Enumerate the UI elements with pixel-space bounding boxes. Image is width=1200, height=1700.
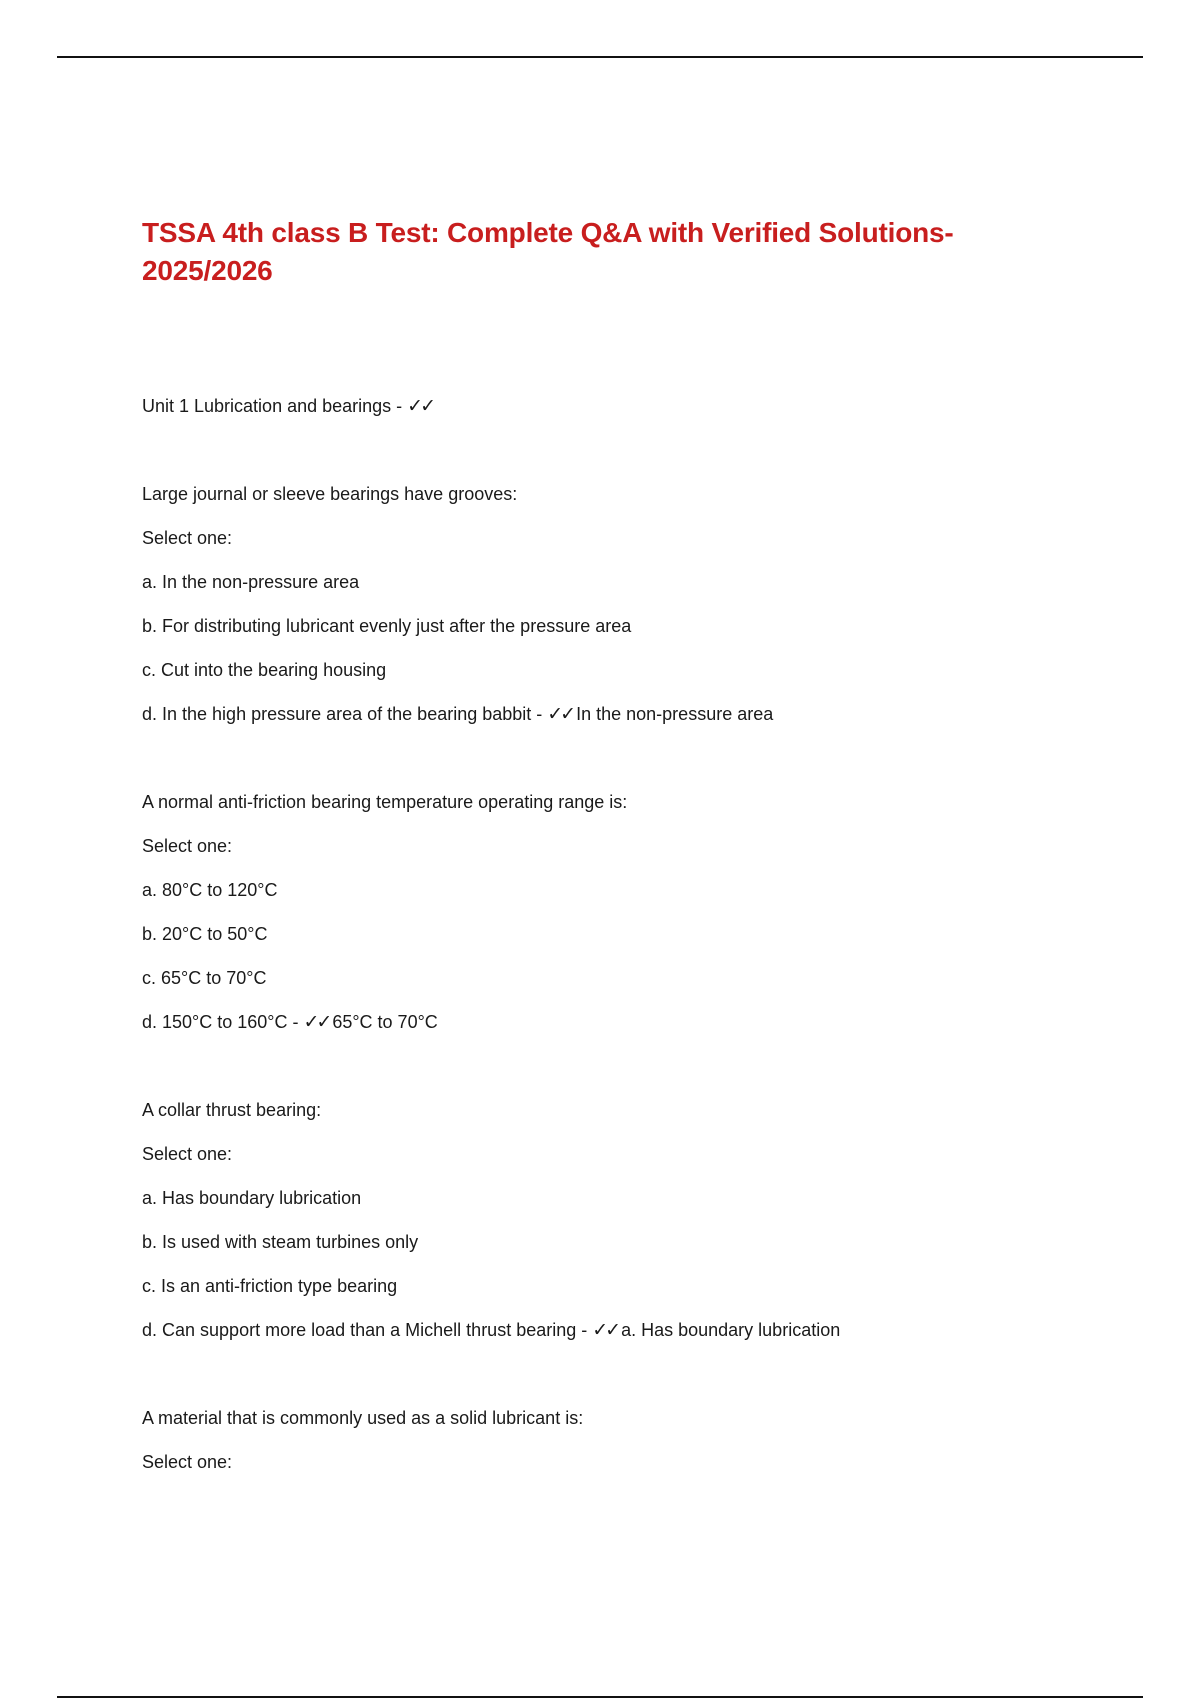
option-b: b. 20°C to 50°C <box>142 924 268 944</box>
option-c: c. Is an anti-friction type bearing <box>142 1276 398 1296</box>
document-title <box>142 214 1142 290</box>
option-d: d. In the high pressure area of the bearing babbit - <box>142 704 548 724</box>
header-rule <box>57 56 1143 58</box>
question-1 <box>142 482 1142 726</box>
checkmark-icon: ✓✓ <box>592 1319 619 1341</box>
unit-heading <box>142 394 1142 418</box>
option-c: c. Cut into the bearing housing <box>142 660 387 680</box>
select-one-prompt: Select one: <box>142 1144 233 1164</box>
answer-text: 65°C to 70°C <box>332 1012 438 1032</box>
option-b: b. Is used with steam turbines only <box>142 1232 419 1252</box>
title-line-2: 2025/2026 <box>142 255 273 286</box>
document-body <box>142 214 1142 1474</box>
select-one-prompt: Select one: <box>142 836 233 856</box>
select-one-prompt: Select one: <box>142 528 233 548</box>
question-4 <box>142 1406 1142 1474</box>
question-3 <box>142 1098 1142 1342</box>
option-d-with-answer <box>142 1010 1142 1034</box>
option-d-with-answer <box>142 702 1142 726</box>
answer-text: a. Has boundary lubrication <box>621 1320 841 1340</box>
option-b: b. For distributing lubricant evenly just after the pressure area <box>142 616 632 636</box>
option-d-with-answer <box>142 1318 1142 1342</box>
footer-rule <box>57 1696 1143 1698</box>
checkmark-icon: ✓✓ <box>407 395 434 417</box>
answer-text: In the non-pressure area <box>576 704 774 724</box>
question-2 <box>142 790 1142 1034</box>
question-stem: A normal anti-friction bearing temperature operating range is: <box>142 792 628 812</box>
question-stem: Large journal or sleeve bearings have grooves: <box>142 484 518 504</box>
question-stem: A collar thrust bearing: <box>142 1100 322 1120</box>
option-a: a. Has boundary lubrication <box>142 1188 362 1208</box>
option-a: a. In the non-pressure area <box>142 572 360 592</box>
option-d: d. 150°C to 160°C - <box>142 1012 304 1032</box>
option-d: d. Can support more load than a Michell thrust bearing - <box>142 1320 593 1340</box>
option-a: a. 80°C to 120°C <box>142 880 278 900</box>
title-line-1: TSSA 4th class B Test: Complete Q&A with Verified Solutions- <box>142 217 954 248</box>
checkmark-icon: ✓✓ <box>303 1011 330 1033</box>
checkmark-icon: ✓✓ <box>547 703 574 725</box>
option-c: c. 65°C to 70°C <box>142 968 267 988</box>
unit-heading-text: Unit 1 Lubrication and bearings - <box>142 396 408 416</box>
select-one-prompt: Select one: <box>142 1452 233 1472</box>
question-stem: A material that is commonly used as a solid lubricant is: <box>142 1408 584 1428</box>
